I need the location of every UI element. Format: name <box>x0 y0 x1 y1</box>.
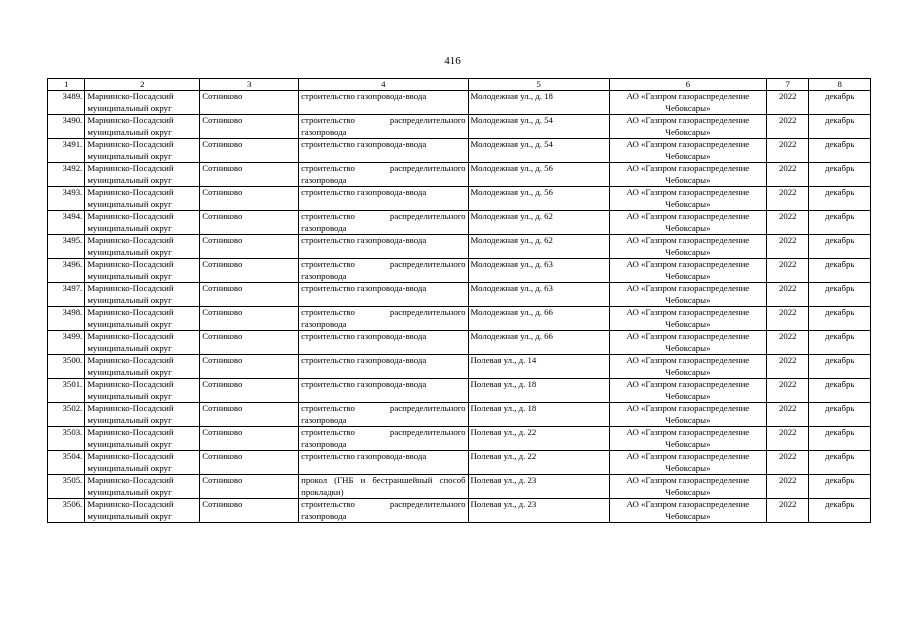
district-cell: Мариинско-Посадский муниципальный округ <box>85 355 200 379</box>
gasification-table <box>47 78 871 523</box>
table-row <box>48 211 871 235</box>
district-cell: Мариинско-Посадский муниципальный округ <box>85 163 200 187</box>
district-cell: Мариинско-Посадский муниципальный округ <box>85 451 200 475</box>
month-cell: декабрь <box>809 259 871 283</box>
organization-cell: АО «Газпром газораспределение Чебоксары» <box>609 283 766 307</box>
table-row <box>48 403 871 427</box>
table-row <box>48 91 871 115</box>
district-cell: Мариинско-Посадский муниципальный округ <box>85 115 200 139</box>
table-row <box>48 139 871 163</box>
row-number: 3502. <box>48 403 85 427</box>
district-cell: Мариинско-Посадский муниципальный округ <box>85 475 200 499</box>
work-type-cell: строительство газопровода-ввода <box>299 187 468 211</box>
month-cell: декабрь <box>809 475 871 499</box>
organization-cell: АО «Газпром газораспределение Чебоксары» <box>609 91 766 115</box>
work-type-cell: строительство распределительного газопровода <box>299 211 468 235</box>
year-cell: 2022 <box>767 355 809 379</box>
month-cell: декабрь <box>809 211 871 235</box>
district-cell: Мариинско-Посадский муниципальный округ <box>85 427 200 451</box>
organization-cell: АО «Газпром газораспределение Чебоксары» <box>609 139 766 163</box>
organization-cell: АО «Газпром газораспределение Чебоксары» <box>609 451 766 475</box>
work-type-cell: строительство распределительного газопровода <box>299 115 468 139</box>
year-cell: 2022 <box>767 451 809 475</box>
district-cell: Мариинско-Посадский муниципальный округ <box>85 283 200 307</box>
work-type-cell: строительство распределительного газопровода <box>299 307 468 331</box>
row-number: 3493. <box>48 187 85 211</box>
work-type-cell: строительство распределительного газопровода <box>299 163 468 187</box>
month-cell: декабрь <box>809 499 871 523</box>
year-cell: 2022 <box>767 283 809 307</box>
work-type-cell: строительство газопровода-ввода <box>299 283 468 307</box>
address-cell: Молодежная ул., д. 56 <box>468 163 609 187</box>
table-row <box>48 379 871 403</box>
organization-cell: АО «Газпром газораспределение Чебоксары» <box>609 115 766 139</box>
year-cell: 2022 <box>767 259 809 283</box>
table-row <box>48 427 871 451</box>
row-number: 3494. <box>48 211 85 235</box>
row-number: 3499. <box>48 331 85 355</box>
organization-cell: АО «Газпром газораспределение Чебоксары» <box>609 187 766 211</box>
address-cell: Полевая ул., д. 23 <box>468 475 609 499</box>
year-cell: 2022 <box>767 475 809 499</box>
year-cell: 2022 <box>767 403 809 427</box>
address-cell: Полевая ул., д. 23 <box>468 499 609 523</box>
month-cell: декабрь <box>809 163 871 187</box>
column-number: 6 <box>609 79 766 91</box>
work-type-cell: прокол (ГНБ и бестраншейный способ прокладки) <box>299 475 468 499</box>
year-cell: 2022 <box>767 331 809 355</box>
address-cell: Молодежная ул., д. 62 <box>468 235 609 259</box>
row-number: 3491. <box>48 139 85 163</box>
locality-cell: Сотниково <box>200 91 299 115</box>
column-number-header-row <box>48 79 871 91</box>
table-row <box>48 235 871 259</box>
row-number: 3490. <box>48 115 85 139</box>
locality-cell: Сотниково <box>200 427 299 451</box>
month-cell: декабрь <box>809 235 871 259</box>
address-cell: Молодежная ул., д. 18 <box>468 91 609 115</box>
year-cell: 2022 <box>767 91 809 115</box>
organization-cell: АО «Газпром газораспределение Чебоксары» <box>609 379 766 403</box>
month-cell: декабрь <box>809 91 871 115</box>
organization-cell: АО «Газпром газораспределение Чебоксары» <box>609 403 766 427</box>
year-cell: 2022 <box>767 187 809 211</box>
row-number: 3503. <box>48 427 85 451</box>
locality-cell: Сотниково <box>200 307 299 331</box>
locality-cell: Сотниково <box>200 259 299 283</box>
locality-cell: Сотниково <box>200 379 299 403</box>
locality-cell: Сотниково <box>200 115 299 139</box>
organization-cell: АО «Газпром газораспределение Чебоксары» <box>609 163 766 187</box>
row-number: 3504. <box>48 451 85 475</box>
table-row <box>48 331 871 355</box>
district-cell: Мариинско-Посадский муниципальный округ <box>85 331 200 355</box>
row-number: 3497. <box>48 283 85 307</box>
table-row <box>48 307 871 331</box>
organization-cell: АО «Газпром газораспределение Чебоксары» <box>609 475 766 499</box>
month-cell: декабрь <box>809 403 871 427</box>
district-cell: Мариинско-Посадский муниципальный округ <box>85 91 200 115</box>
address-cell: Полевая ул., д. 18 <box>468 403 609 427</box>
locality-cell: Сотниково <box>200 475 299 499</box>
page-number: 416 <box>444 55 461 67</box>
work-type-cell: строительство газопровода-ввода <box>299 235 468 259</box>
district-cell: Мариинско-Посадский муниципальный округ <box>85 499 200 523</box>
month-cell: декабрь <box>809 115 871 139</box>
month-cell: декабрь <box>809 331 871 355</box>
work-type-cell: строительство газопровода-ввода <box>299 331 468 355</box>
work-type-cell: строительство распределительного газопровода <box>299 427 468 451</box>
table-row <box>48 259 871 283</box>
locality-cell: Сотниково <box>200 499 299 523</box>
work-type-cell: строительство распределительного газопровода <box>299 403 468 427</box>
year-cell: 2022 <box>767 211 809 235</box>
row-number: 3505. <box>48 475 85 499</box>
locality-cell: Сотниково <box>200 355 299 379</box>
address-cell: Молодежная ул., д. 62 <box>468 211 609 235</box>
organization-cell: АО «Газпром газораспределение Чебоксары» <box>609 355 766 379</box>
row-number: 3501. <box>48 379 85 403</box>
month-cell: декабрь <box>809 139 871 163</box>
year-cell: 2022 <box>767 499 809 523</box>
row-number: 3496. <box>48 259 85 283</box>
locality-cell: Сотниково <box>200 211 299 235</box>
month-cell: декабрь <box>809 187 871 211</box>
work-type-cell: строительство газопровода-ввода <box>299 91 468 115</box>
locality-cell: Сотниково <box>200 163 299 187</box>
year-cell: 2022 <box>767 379 809 403</box>
locality-cell: Сотниково <box>200 403 299 427</box>
table-row <box>48 451 871 475</box>
row-number: 3489. <box>48 91 85 115</box>
address-cell: Полевая ул., д. 22 <box>468 427 609 451</box>
table-row <box>48 499 871 523</box>
address-cell: Молодежная ул., д. 66 <box>468 331 609 355</box>
month-cell: декабрь <box>809 379 871 403</box>
address-cell: Молодежная ул., д. 63 <box>468 283 609 307</box>
organization-cell: АО «Газпром газораспределение Чебоксары» <box>609 259 766 283</box>
address-cell: Молодежная ул., д. 66 <box>468 307 609 331</box>
work-type-cell: строительство газопровода-ввода <box>299 355 468 379</box>
column-number: 5 <box>468 79 609 91</box>
locality-cell: Сотниково <box>200 235 299 259</box>
column-number: 1 <box>48 79 85 91</box>
row-number: 3500. <box>48 355 85 379</box>
table-row <box>48 355 871 379</box>
work-type-cell: строительство газопровода-ввода <box>299 139 468 163</box>
locality-cell: Сотниково <box>200 283 299 307</box>
address-cell: Полевая ул., д. 18 <box>468 379 609 403</box>
locality-cell: Сотниково <box>200 139 299 163</box>
year-cell: 2022 <box>767 427 809 451</box>
district-cell: Мариинско-Посадский муниципальный округ <box>85 379 200 403</box>
address-cell: Молодежная ул., д. 54 <box>468 139 609 163</box>
district-cell: Мариинско-Посадский муниципальный округ <box>85 235 200 259</box>
month-cell: декабрь <box>809 355 871 379</box>
organization-cell: АО «Газпром газораспределение Чебоксары» <box>609 211 766 235</box>
year-cell: 2022 <box>767 235 809 259</box>
work-type-cell: строительство распределительного газопровода <box>299 499 468 523</box>
locality-cell: Сотниково <box>200 187 299 211</box>
column-number: 8 <box>809 79 871 91</box>
row-number: 3492. <box>48 163 85 187</box>
column-number: 4 <box>299 79 468 91</box>
address-cell: Полевая ул., д. 22 <box>468 451 609 475</box>
table-row <box>48 115 871 139</box>
column-number: 3 <box>200 79 299 91</box>
district-cell: Мариинско-Посадский муниципальный округ <box>85 307 200 331</box>
address-cell: Молодежная ул., д. 56 <box>468 187 609 211</box>
district-cell: Мариинско-Посадский муниципальный округ <box>85 211 200 235</box>
month-cell: декабрь <box>809 427 871 451</box>
year-cell: 2022 <box>767 163 809 187</box>
locality-cell: Сотниково <box>200 451 299 475</box>
locality-cell: Сотниково <box>200 331 299 355</box>
district-cell: Мариинско-Посадский муниципальный округ <box>85 139 200 163</box>
address-cell: Молодежная ул., д. 54 <box>468 115 609 139</box>
table-row <box>48 187 871 211</box>
organization-cell: АО «Газпром газораспределение Чебоксары» <box>609 427 766 451</box>
address-cell: Молодежная ул., д. 63 <box>468 259 609 283</box>
organization-cell: АО «Газпром газораспределение Чебоксары» <box>609 235 766 259</box>
organization-cell: АО «Газпром газораспределение Чебоксары» <box>609 307 766 331</box>
row-number: 3506. <box>48 499 85 523</box>
row-number: 3495. <box>48 235 85 259</box>
year-cell: 2022 <box>767 139 809 163</box>
work-type-cell: строительство газопровода-ввода <box>299 451 468 475</box>
district-cell: Мариинско-Посадский муниципальный округ <box>85 403 200 427</box>
work-type-cell: строительство распределительного газопровода <box>299 259 468 283</box>
work-type-cell: строительство газопровода-ввода <box>299 379 468 403</box>
organization-cell: АО «Газпром газораспределение Чебоксары» <box>609 499 766 523</box>
district-cell: Мариинско-Посадский муниципальный округ <box>85 259 200 283</box>
address-cell: Полевая ул., д. 14 <box>468 355 609 379</box>
column-number: 2 <box>85 79 200 91</box>
table-row <box>48 163 871 187</box>
month-cell: декабрь <box>809 307 871 331</box>
year-cell: 2022 <box>767 115 809 139</box>
column-number: 7 <box>767 79 809 91</box>
organization-cell: АО «Газпром газораспределение Чебоксары» <box>609 331 766 355</box>
district-cell: Мариинско-Посадский муниципальный округ <box>85 187 200 211</box>
table-row <box>48 283 871 307</box>
month-cell: декабрь <box>809 283 871 307</box>
row-number: 3498. <box>48 307 85 331</box>
table-row <box>48 475 871 499</box>
year-cell: 2022 <box>767 307 809 331</box>
month-cell: декабрь <box>809 451 871 475</box>
